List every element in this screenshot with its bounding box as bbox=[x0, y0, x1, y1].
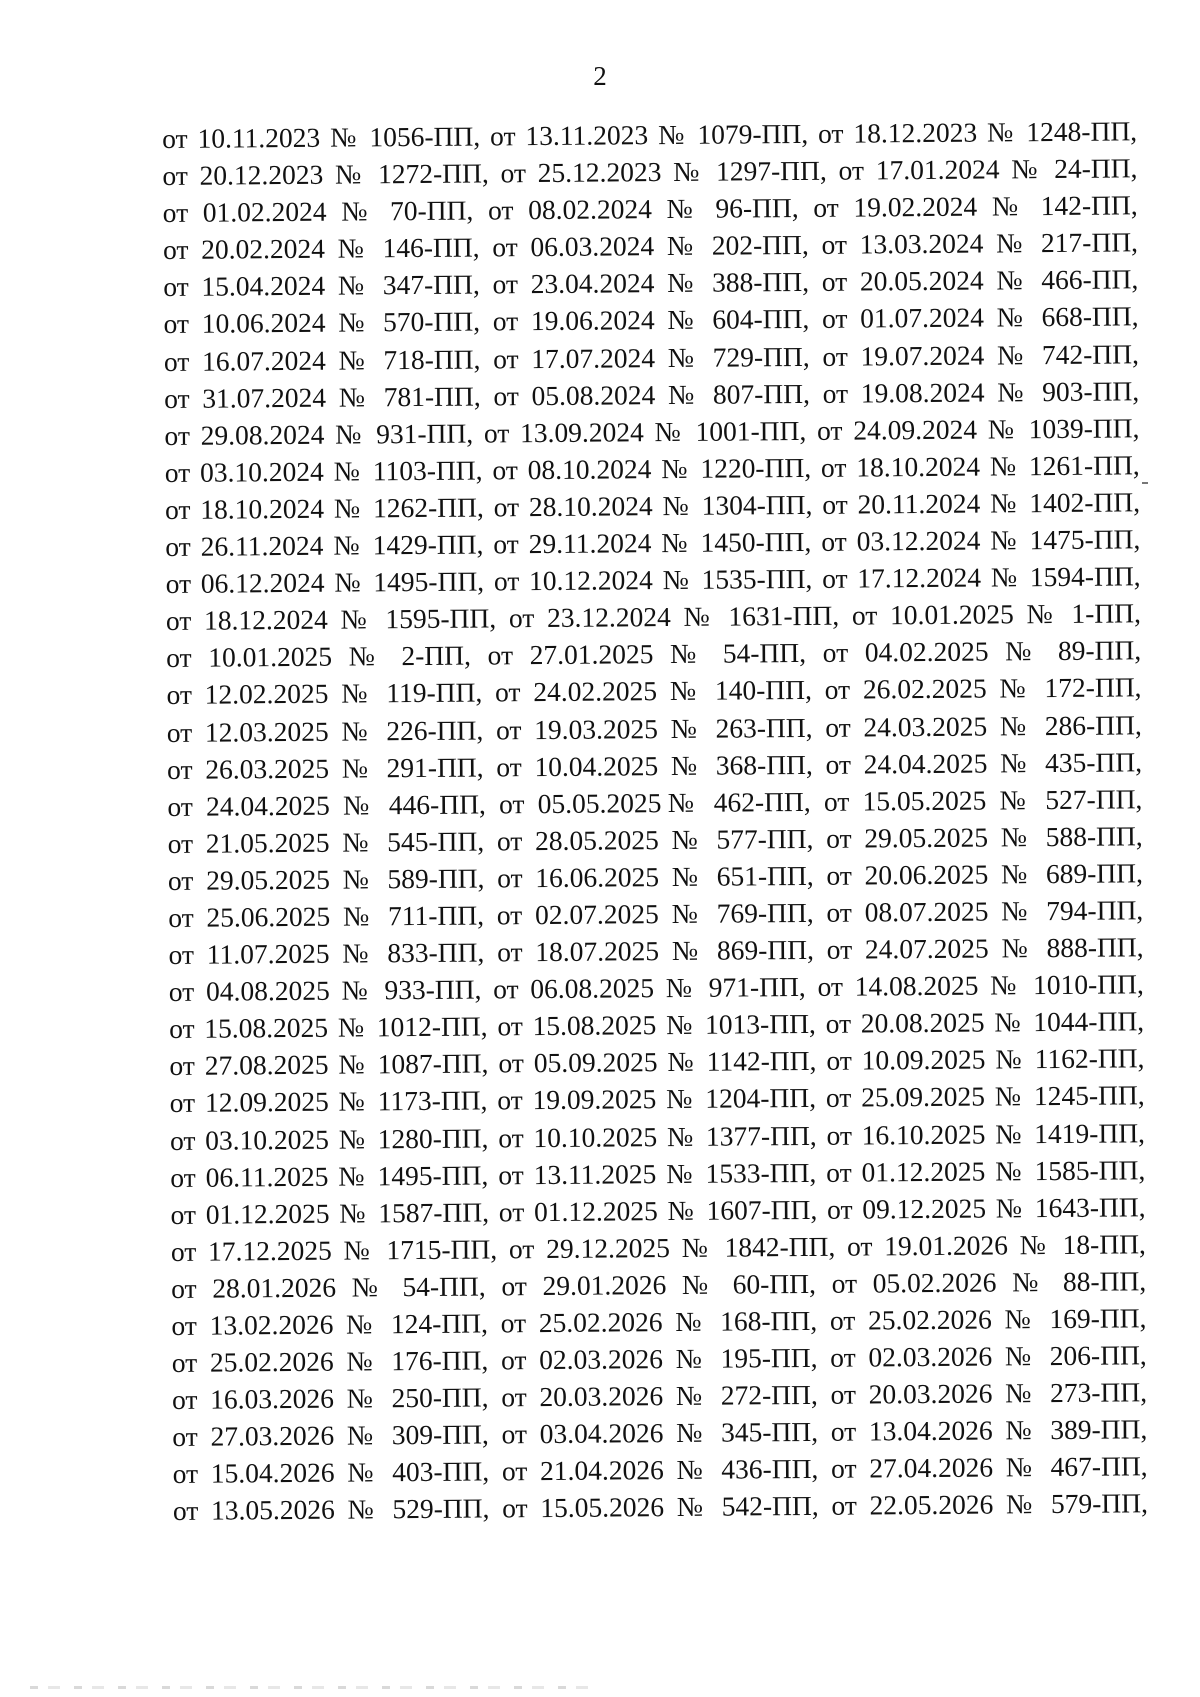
text-line: от 25.06.2025 № 711-ПП, от 02.07.2025 № 769-ПП, от 08.07.2025 № 794-ПП, bbox=[168, 894, 1144, 933]
document-body bbox=[162, 112, 1148, 1529]
text-line: от 13.05.2026 № 529-ПП, от 15.05.2026 № 542-ПП, от 22.05.2026 № 579-ПП, bbox=[172, 1487, 1149, 1527]
text-line: от 15.04.2024 № 347-ПП, от 23.04.2024 № 388-ПП, от 20.05.2024 № 466-ПП, bbox=[163, 263, 1139, 303]
text-line: от 13.02.2026 № 124-ПП, от 25.02.2026 № 168-ПП, от 25.02.2026 № 169-ПП, bbox=[171, 1302, 1147, 1341]
text-line: от 01.02.2024 № 70-ПП, от 08.02.2024 № 96-ПП, от 19.02.2024 № 142-ПП, bbox=[162, 189, 1138, 229]
text-line: от 16.03.2026 № 250-ПП, от 20.03.2026 № 272-ПП, от 20.03.2026 № 273-ПП, bbox=[171, 1376, 1148, 1416]
text-line: от 26.11.2024 № 1429-ПП, от 29.11.2024 № 1450-ПП, от 03.12.2024 № 1475-ПП, bbox=[165, 523, 1141, 563]
text-line: от 17.12.2025 № 1715-ПП, от 29.12.2025 № 1842-ПП, от 19.01.2026 № 18-ПП, bbox=[170, 1228, 1146, 1267]
text-line: от 18.10.2024 № 1262-ПП, от 28.10.2024 № 1304-ПП, от 20.11.2024 № 1402-ПП, bbox=[164, 486, 1141, 525]
text-line: от 24.04.2025 № 446-ПП, от 05.05.2025№ 462-ПП, от 15.05.2025 № 527-ПП, bbox=[167, 783, 1143, 822]
text-line: от 16.07.2024 № 718-ПП, от 17.07.2024 № 729-ПП, от 19.07.2024 № 742-ПП, bbox=[163, 337, 1139, 377]
text-line: от 10.01.2025 № 2-ПП, от 27.01.2025 № 54-ПП, от 04.02.2025 № 89-ПП, bbox=[166, 634, 1142, 674]
text-line: от 10.11.2023 № 1056-ПП, от 13.11.2023 № 1079-ПП, от 18.12.2023 № 1248-ПП, bbox=[162, 115, 1138, 154]
text-line: от 03.10.2025 № 1280-ПП, от 10.10.2025 № 1377-ПП, от 16.10.2025 № 1419-ПП, bbox=[169, 1116, 1146, 1156]
text-line: от 31.07.2024 № 781-ПП, от 05.08.2024 № 807-ПП, от 19.08.2024 № 903-ПП, bbox=[164, 374, 1140, 414]
scan-mark bbox=[1142, 482, 1148, 484]
text-line: от 04.08.2025 № 933-ПП, от 06.08.2025 № 971-ПП, от 14.08.2025 № 1010-ПП, bbox=[168, 968, 1144, 1008]
text-line: от 21.05.2025 № 545-ПП, от 28.05.2025 № 577-ПП, от 29.05.2025 № 588-ПП, bbox=[167, 820, 1143, 859]
text-line: от 06.12.2024 № 1495-ПП, от 10.12.2024 № 1535-ПП, от 17.12.2024 № 1594-ПП, bbox=[165, 560, 1141, 600]
text-line: от 06.11.2025 № 1495-ПП, от 13.11.2025 № 1533-ПП, от 01.12.2025 № 1585-ПП, bbox=[170, 1153, 1146, 1193]
text-line: от 28.01.2026 № 54-ПП, от 29.01.2026 № 60-ПП, от 05.02.2026 № 88-ПП, bbox=[171, 1265, 1147, 1304]
text-line: от 12.03.2025 № 226-ПП, от 19.03.2025 № 263-ПП, от 24.03.2025 № 286-ПП, bbox=[166, 708, 1142, 748]
text-line: от 03.10.2024 № 1103-ПП, от 08.10.2024 № 1220-ПП, от 18.10.2024 № 1261-ПП, bbox=[164, 449, 1140, 488]
text-line: от 10.06.2024 № 570-ПП, от 19.06.2024 № 604-ПП, от 01.07.2024 № 668-ПП, bbox=[163, 300, 1139, 340]
text-line: от 15.08.2025 № 1012-ПП, от 15.08.2025 № 1013-ПП, от 20.08.2025 № 1044-ПП, bbox=[169, 1005, 1145, 1045]
page-number: 2 bbox=[593, 61, 607, 91]
scan-noise bbox=[30, 1686, 590, 1689]
text-line: от 26.03.2025 № 291-ПП, от 10.04.2025 № 368-ПП, от 24.04.2025 № 435-ПП, bbox=[166, 745, 1143, 785]
text-line: от 29.05.2025 № 589-ПП, от 16.06.2025 № 651-ПП, от 20.06.2025 № 689-ПП, bbox=[167, 857, 1144, 896]
text-line: от 27.03.2026 № 309-ПП, от 03.04.2026 № 345-ПП, от 13.04.2026 № 389-ПП, bbox=[172, 1413, 1148, 1453]
text-line: от 18.12.2024 № 1595-ПП, от 23.12.2024 № 1631-ПП, от 10.01.2025 № 1-ПП, bbox=[165, 597, 1142, 637]
text-line: от 27.08.2025 № 1087-ПП, от 05.09.2025 № 1142-ПП, от 10.09.2025 № 1162-ПП, bbox=[169, 1042, 1145, 1082]
text-line: от 11.07.2025 № 833-ПП, от 18.07.2025 № 869-ПП, от 24.07.2025 № 888-ПП, bbox=[168, 931, 1144, 971]
text-line: от 12.02.2025 № 119-ПП, от 24.02.2025 № 140-ПП, от 26.02.2025 № 172-ПП, bbox=[166, 671, 1142, 711]
text-line: от 20.12.2023 № 1272-ПП, от 25.12.2023 № 1297-ПП, от 17.01.2024 № 24-ПП, bbox=[162, 152, 1138, 192]
text-line: от 12.09.2025 № 1173-ПП, от 19.09.2025 № 1204-ПП, от 25.09.2025 № 1245-ПП, bbox=[169, 1079, 1145, 1119]
text-line: от 15.04.2026 № 403-ПП, от 21.04.2026 № 436-ПП, от 27.04.2026 № 467-ПП, bbox=[172, 1450, 1148, 1490]
text-line: от 25.02.2026 № 176-ПП, от 02.03.2026 № 195-ПП, от 02.03.2026 № 206-ПП, bbox=[171, 1339, 1147, 1379]
text-line: от 20.02.2024 № 146-ПП, от 06.03.2024 № 202-ПП, от 13.03.2024 № 217-ПП, bbox=[162, 226, 1139, 266]
text-line: от 01.12.2025 № 1587-ПП, от 01.12.2025 № 1607-ПП, от 09.12.2025 № 1643-ПП, bbox=[170, 1191, 1146, 1230]
text-line: от 29.08.2024 № 931-ПП, от 13.09.2024 № 1001-ПП, от 24.09.2024 № 1039-ПП, bbox=[164, 412, 1140, 451]
